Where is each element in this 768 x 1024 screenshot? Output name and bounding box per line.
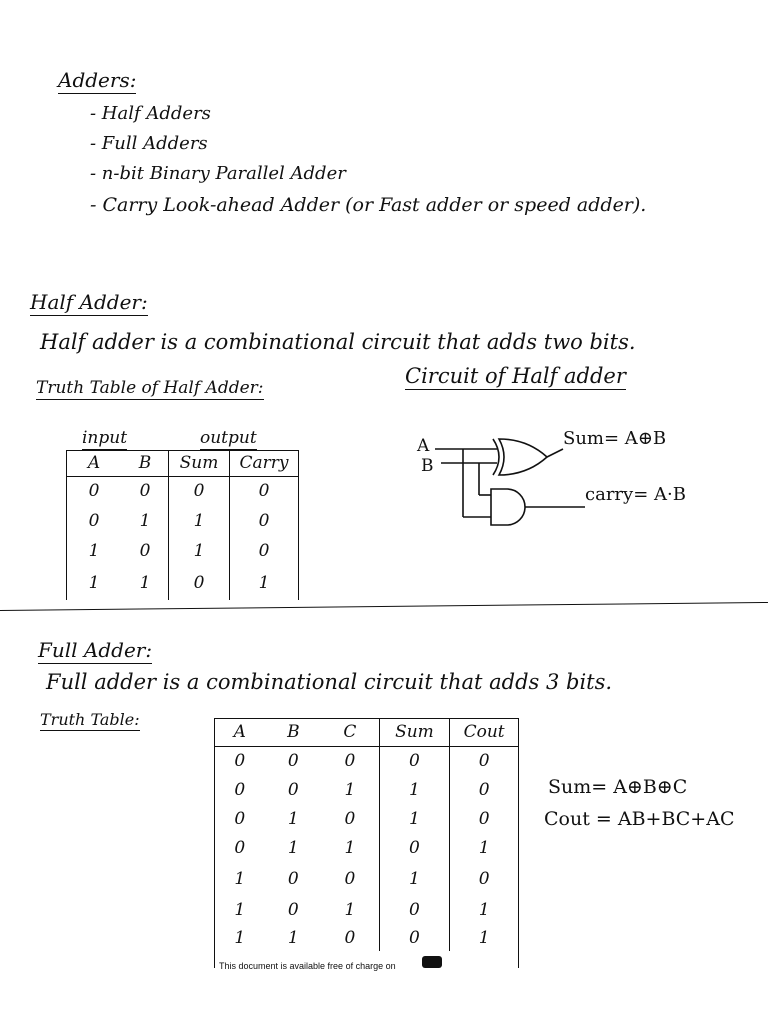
table-cell: 0 <box>230 476 299 506</box>
table-left-border <box>214 718 215 968</box>
sum-equation: Sum= A⊕B <box>563 428 667 449</box>
table-row <box>66 536 298 566</box>
table-header-row <box>66 450 298 476</box>
table-cell: 1 <box>344 779 356 800</box>
full-adder-heading: Full Adder: <box>38 638 153 662</box>
table-right-border <box>298 450 299 600</box>
half-adder-definition: Half adder is a combinational circuit that adds two bits. <box>40 330 636 354</box>
col-header-carry: Carry <box>230 450 299 476</box>
col-header-cout: Cout <box>450 718 518 746</box>
input-b-label: B <box>421 456 434 476</box>
table-cell: 1 <box>287 928 299 948</box>
table-cell: 0 <box>169 566 230 600</box>
table-top-border <box>66 450 298 451</box>
table-cell: 1 <box>234 869 246 889</box>
table-row <box>214 925 518 951</box>
table-cell: 0 <box>344 808 356 829</box>
table-cell: 0 <box>230 506 299 536</box>
half-adder-output-group-label: output <box>200 428 257 448</box>
table-cell: 1 <box>379 863 450 895</box>
table-header-row <box>214 718 518 746</box>
table-cell: 0 <box>450 804 518 833</box>
table-cell: 0 <box>234 779 246 800</box>
and-gate <box>491 489 525 525</box>
table-cell: 0 <box>450 863 518 895</box>
table-cell: 1 <box>344 838 356 858</box>
table-cell: 0 <box>379 895 450 925</box>
table-cell: 1 <box>230 566 299 600</box>
table-cell: 0 <box>450 775 518 804</box>
table-cell: 0 <box>379 746 450 775</box>
carry-equation: carry= A·B <box>585 484 686 505</box>
full-adder-sum-equation: Sum= A⊕B⊕C <box>548 776 688 798</box>
half-adder-circuit-title: Circuit of Half adder <box>405 364 626 388</box>
adders-item-full: - Full Adders <box>90 133 208 154</box>
table-cell: 0 <box>379 833 450 863</box>
col-header-b: B <box>138 452 152 473</box>
table-cell: 0 <box>88 511 100 531</box>
table-cell: 0 <box>287 900 299 920</box>
table-cell: 1 <box>379 804 450 833</box>
input-a-label: A <box>417 436 430 456</box>
table-cell: 1 <box>450 895 518 925</box>
table-cell: 0 <box>88 481 100 502</box>
table-cell: 1 <box>234 928 246 948</box>
full-adder-truth-table <box>214 718 518 951</box>
full-adder-definition: Full adder is a combinational circuit that adds 3 bits. <box>46 670 613 694</box>
adders-item-lookahead: - Carry Look-ahead Adder (or Fast adder or speed adder). <box>90 194 647 216</box>
table-row <box>66 506 298 536</box>
table-top-border <box>214 718 518 719</box>
table-row <box>214 746 518 775</box>
table-cell: 1 <box>169 506 230 536</box>
xor-extra-curve <box>493 439 499 475</box>
col-header-b: B <box>287 721 300 742</box>
table-cell: 0 <box>344 928 356 948</box>
col-header-a: A <box>233 721 246 742</box>
xor-gate <box>499 439 547 475</box>
table-cell: 1 <box>287 808 299 829</box>
table-cell: 0 <box>234 750 246 771</box>
section-divider <box>0 602 768 611</box>
col-header-c: C <box>343 721 357 742</box>
col-header-sum: Sum <box>169 450 230 476</box>
table-cell: 1 <box>88 541 100 561</box>
table-cell: 1 <box>234 900 246 920</box>
redaction-blot <box>422 956 442 968</box>
table-cell: 1 <box>287 838 299 858</box>
table-cell: 0 <box>234 808 246 829</box>
table-row <box>214 863 518 895</box>
table-cell: 0 <box>169 476 230 506</box>
table-cell: 0 <box>139 541 151 561</box>
half-adder-truth-table-title: Truth Table of Half Adder: <box>36 378 264 398</box>
table-cell: 0 <box>344 869 356 889</box>
half-adder-input-group-label: input <box>82 428 128 448</box>
table-row <box>214 833 518 863</box>
table-cell: 1 <box>344 900 356 920</box>
table-cell: 1 <box>139 573 151 593</box>
table-cell: 0 <box>344 750 356 771</box>
table-cell: 0 <box>450 746 518 775</box>
table-cell: 0 <box>139 481 151 502</box>
table-cell: 0 <box>230 536 299 566</box>
table-cell: 0 <box>287 779 299 800</box>
table-cell: 0 <box>287 869 299 889</box>
table-cell: 0 <box>287 750 299 771</box>
full-adder-truth-table-title: Truth Table: <box>40 710 140 729</box>
table-cell: 1 <box>169 536 230 566</box>
col-header-sum: Sum <box>379 718 450 746</box>
table-row <box>66 566 298 600</box>
half-adder-truth-table <box>66 450 298 600</box>
adders-heading: Adders: <box>58 68 137 92</box>
table-row <box>66 476 298 506</box>
table-left-border <box>66 450 67 600</box>
table-cell: 1 <box>139 511 151 531</box>
footer-note: This document is available free of charge on <box>216 954 399 973</box>
adders-item-parallel: - n-bit Binary Parallel Adder <box>90 163 346 184</box>
table-cell: 1 <box>450 925 518 951</box>
table-right-border <box>518 718 519 968</box>
table-row <box>214 895 518 925</box>
adders-item-half: - Half Adders <box>90 103 211 124</box>
table-cell: 0 <box>379 925 450 951</box>
table-cell: 1 <box>450 833 518 863</box>
table-row <box>214 775 518 804</box>
col-header-a: A <box>87 452 101 473</box>
full-adder-cout-equation: Cout = AB+BC+AC <box>544 808 735 830</box>
table-cell: 1 <box>379 775 450 804</box>
table-cell: 1 <box>88 573 100 593</box>
table-cell: 0 <box>234 838 246 858</box>
half-adder-heading: Half Adder: <box>30 290 148 314</box>
wire-sum <box>547 449 563 457</box>
table-row <box>214 804 518 833</box>
